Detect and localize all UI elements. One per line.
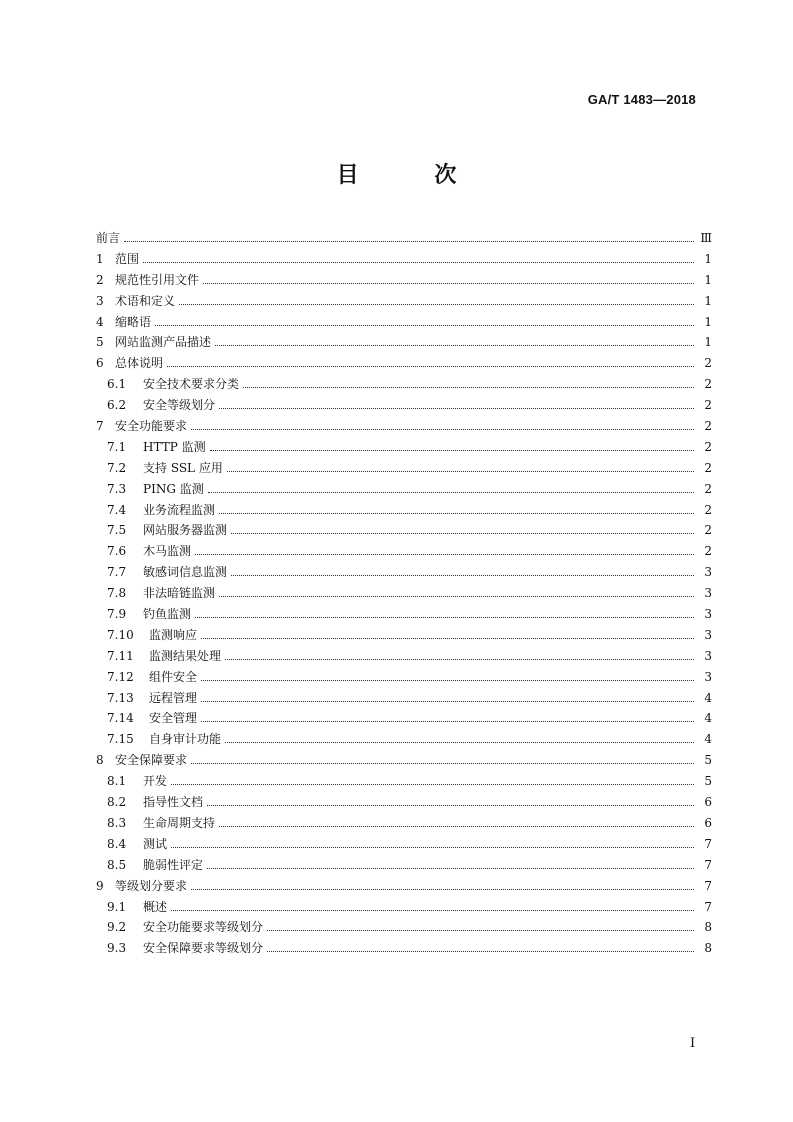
toc-entry-label: 网站服务器监测 bbox=[143, 523, 228, 538]
toc-entry-number: 7.3 bbox=[107, 481, 127, 496]
toc-entry-label: 等级划分要求 bbox=[115, 878, 188, 893]
toc-entry-page: 2 bbox=[704, 356, 712, 371]
dot-leader bbox=[201, 638, 694, 639]
toc-entry-page: 7 bbox=[704, 857, 712, 872]
toc-entry-page: 5 bbox=[704, 753, 712, 768]
toc-entry-label: 监测结果处理 bbox=[149, 648, 222, 663]
toc-entry[interactable] bbox=[96, 792, 712, 813]
dot-leader bbox=[215, 345, 694, 346]
toc-entry-number: 7.14 bbox=[107, 711, 134, 726]
toc-entry[interactable] bbox=[96, 667, 712, 688]
dot-leader bbox=[225, 742, 694, 743]
toc-entry-page: 3 bbox=[704, 607, 712, 622]
toc-entry-label: 组件安全 bbox=[149, 669, 198, 684]
dot-leader bbox=[191, 889, 694, 890]
toc-entry-label: 生命周期支持 bbox=[143, 815, 216, 830]
toc-entry[interactable] bbox=[96, 834, 712, 855]
toc-entry-number: 3 bbox=[96, 293, 104, 308]
toc-entry-page: 2 bbox=[704, 377, 712, 392]
toc-entry-page: 7 bbox=[704, 878, 712, 893]
toc-entry-number: 7.9 bbox=[107, 607, 127, 622]
dot-leader bbox=[219, 408, 694, 409]
toc-entry[interactable] bbox=[96, 270, 712, 291]
dot-leader bbox=[171, 910, 694, 911]
document-id: GA/T 1483—2018 bbox=[587, 92, 696, 107]
toc-entry-number: 8.3 bbox=[107, 815, 127, 830]
toc-entry[interactable] bbox=[96, 500, 712, 521]
toc-entry-number: 9 bbox=[96, 878, 104, 893]
toc-entry-number: 4 bbox=[96, 314, 104, 329]
toc-entry-page: 2 bbox=[704, 544, 712, 559]
toc-entry-page: 2 bbox=[704, 419, 712, 434]
dot-leader bbox=[167, 366, 694, 367]
dot-leader bbox=[219, 596, 694, 597]
toc-entry-page: 1 bbox=[704, 335, 712, 350]
dot-leader bbox=[227, 471, 694, 472]
toc-entry-number: 7.12 bbox=[107, 669, 134, 684]
toc-entry-number: 8 bbox=[96, 753, 104, 768]
toc-entry-label: 安全功能要求等级划分 bbox=[143, 920, 264, 935]
toc-entry-number: 7.11 bbox=[107, 648, 134, 663]
toc-entry-page: 1 bbox=[704, 314, 712, 329]
toc-entry-number: 7.5 bbox=[107, 523, 127, 538]
toc-entry-number: 7.15 bbox=[107, 732, 134, 747]
toc-entry-number: 9.2 bbox=[107, 920, 127, 935]
toc-entry-number: 6.1 bbox=[107, 377, 127, 392]
toc-entry-label: 测试 bbox=[143, 836, 168, 851]
toc-entry-label: 安全管理 bbox=[149, 711, 198, 726]
toc-entry[interactable] bbox=[96, 583, 712, 604]
page-title: 目 次 bbox=[336, 162, 491, 188]
toc-entry-page: 8 bbox=[704, 920, 712, 935]
toc-entry-label: 安全保障要求等级划分 bbox=[143, 941, 264, 956]
toc-entry-number: 5 bbox=[96, 335, 104, 350]
toc-entry[interactable] bbox=[96, 228, 712, 249]
toc-entry-number: 7 bbox=[96, 419, 104, 434]
toc-entry[interactable] bbox=[96, 416, 712, 437]
dot-leader bbox=[225, 659, 694, 660]
toc-entry-page: 3 bbox=[704, 586, 712, 601]
dot-leader bbox=[124, 241, 694, 242]
toc-entry-page: Ⅲ bbox=[700, 231, 712, 245]
toc-entry-page: 4 bbox=[704, 690, 712, 705]
toc-entry[interactable] bbox=[96, 625, 712, 646]
toc-entry-page: 1 bbox=[704, 251, 712, 266]
toc-entry-label: 概述 bbox=[143, 899, 168, 914]
toc-entry-page: 7 bbox=[704, 899, 712, 914]
toc-entry-number: 6 bbox=[96, 356, 104, 371]
toc-entry-label: 安全等级划分 bbox=[143, 398, 216, 413]
toc-entry-number: 7.13 bbox=[107, 690, 134, 705]
toc-entry-label: 监测响应 bbox=[149, 627, 198, 642]
toc-entry-number: 8.5 bbox=[107, 857, 127, 872]
toc-entry-label: 自身审计功能 bbox=[149, 732, 222, 747]
toc-entry-page: 6 bbox=[704, 815, 712, 830]
toc-entry-label: 木马监测 bbox=[143, 544, 192, 559]
toc-entry-page: 2 bbox=[704, 502, 712, 517]
toc-entry-label: 范围 bbox=[115, 251, 140, 266]
toc-entry[interactable] bbox=[96, 688, 712, 709]
dot-leader bbox=[191, 429, 694, 430]
dot-leader bbox=[231, 575, 694, 576]
toc-entry[interactable] bbox=[96, 855, 712, 876]
toc-entry-label: 业务流程监测 bbox=[143, 502, 216, 517]
toc-entry-label: 安全保障要求 bbox=[115, 753, 188, 768]
toc-entry-page: 5 bbox=[704, 774, 712, 789]
toc-entry[interactable] bbox=[96, 813, 712, 834]
dot-leader bbox=[208, 492, 694, 493]
toc-entry[interactable] bbox=[96, 395, 712, 416]
toc-entry-number: 7.10 bbox=[107, 627, 134, 642]
toc-entry-page: 1 bbox=[704, 272, 712, 287]
toc-entry-label: 敏感词信息监测 bbox=[143, 565, 228, 580]
dot-leader bbox=[201, 721, 694, 722]
toc-entry[interactable] bbox=[96, 729, 712, 750]
toc-entry-number: 8.2 bbox=[107, 795, 127, 810]
toc-entry-page: 8 bbox=[704, 941, 712, 956]
toc-entry-number: 9.3 bbox=[107, 941, 127, 956]
toc-entry-page: 2 bbox=[704, 398, 712, 413]
toc-entry[interactable] bbox=[96, 249, 712, 270]
toc-entry[interactable] bbox=[96, 374, 712, 395]
toc-entry[interactable] bbox=[96, 750, 712, 771]
toc-entry-number: 7.2 bbox=[107, 460, 127, 475]
toc-entry-page: 2 bbox=[704, 460, 712, 475]
toc-entry-number: 7.7 bbox=[107, 565, 127, 580]
toc-entry-label: 远程管理 bbox=[149, 690, 198, 705]
page-number: I bbox=[690, 1036, 696, 1051]
toc-entry-label: 开发 bbox=[143, 774, 168, 789]
toc-entry[interactable] bbox=[96, 437, 712, 458]
toc-entry[interactable] bbox=[96, 562, 712, 583]
toc-entry-number: 6.2 bbox=[107, 398, 127, 413]
toc-entry[interactable] bbox=[96, 312, 712, 333]
dot-leader bbox=[195, 617, 694, 618]
dot-leader bbox=[179, 304, 694, 305]
toc-entry-page: 4 bbox=[704, 711, 712, 726]
toc-entry-label: 网站监测产品描述 bbox=[115, 335, 212, 350]
toc-entry-label: 指导性文档 bbox=[143, 795, 204, 810]
toc-entry-page: 6 bbox=[704, 795, 712, 810]
dot-leader bbox=[171, 847, 694, 848]
toc-entry[interactable] bbox=[96, 520, 712, 541]
toc-entry-label: 安全功能要求 bbox=[115, 419, 188, 434]
toc-entry-page: 7 bbox=[704, 836, 712, 851]
toc-entry-label: 总体说明 bbox=[115, 356, 164, 371]
toc-entry-number: 8.4 bbox=[107, 836, 127, 851]
toc-entry-label: 术语和定义 bbox=[115, 293, 176, 308]
toc-entry-label: 钓鱼监测 bbox=[143, 607, 192, 622]
toc-entry[interactable] bbox=[96, 938, 712, 959]
table-of-contents bbox=[96, 228, 712, 959]
toc-entry[interactable] bbox=[96, 876, 712, 897]
toc-entry-label: 非法暗链监测 bbox=[143, 586, 216, 601]
dot-leader bbox=[155, 325, 694, 326]
toc-entry[interactable] bbox=[96, 917, 712, 938]
toc-entry-number: 7.6 bbox=[107, 544, 127, 559]
toc-entry-number: 8.1 bbox=[107, 774, 127, 789]
toc-entry[interactable] bbox=[96, 604, 712, 625]
dot-leader bbox=[207, 868, 694, 869]
dot-leader bbox=[207, 805, 694, 806]
toc-entry-page: 1 bbox=[704, 293, 712, 308]
toc-entry-label: PING 监测 bbox=[143, 481, 204, 496]
dot-leader bbox=[210, 450, 694, 451]
toc-entry-page: 2 bbox=[704, 439, 712, 454]
dot-leader bbox=[201, 701, 694, 702]
toc-entry[interactable] bbox=[96, 771, 712, 792]
toc-entry[interactable] bbox=[96, 458, 712, 479]
toc-entry-number: 7.8 bbox=[107, 586, 127, 601]
dot-leader bbox=[231, 533, 694, 534]
toc-entry-page: 2 bbox=[704, 481, 712, 496]
dot-leader bbox=[195, 554, 694, 555]
toc-entry-page: 3 bbox=[704, 565, 712, 580]
toc-entry[interactable] bbox=[96, 541, 712, 562]
toc-entry-page: 2 bbox=[704, 523, 712, 538]
dot-leader bbox=[171, 784, 694, 785]
toc-entry[interactable] bbox=[96, 708, 712, 729]
toc-entry-label: 缩略语 bbox=[115, 314, 152, 329]
toc-entry-number: 2 bbox=[96, 272, 104, 287]
toc-entry-page: 3 bbox=[704, 648, 712, 663]
dot-leader bbox=[143, 262, 694, 263]
toc-entry-page: 3 bbox=[704, 669, 712, 684]
toc-entry[interactable] bbox=[96, 646, 712, 667]
toc-entry-number: 7.4 bbox=[107, 502, 127, 517]
toc-entry-label: 支持 SSL 应用 bbox=[143, 460, 223, 475]
toc-entry[interactable] bbox=[96, 479, 712, 500]
dot-leader bbox=[219, 513, 694, 514]
toc-entry-label: 前言 bbox=[96, 231, 121, 245]
toc-entry[interactable] bbox=[96, 291, 712, 312]
toc-entry[interactable] bbox=[96, 897, 712, 918]
dot-leader bbox=[203, 283, 694, 284]
toc-entry[interactable] bbox=[96, 353, 712, 374]
dot-leader bbox=[191, 763, 694, 764]
toc-entry-number: 7.1 bbox=[107, 439, 127, 454]
toc-entry-page: 3 bbox=[704, 627, 712, 642]
dot-leader bbox=[201, 680, 694, 681]
toc-entry-label: 安全技术要求分类 bbox=[143, 377, 240, 392]
toc-entry-number: 9.1 bbox=[107, 899, 127, 914]
toc-entry-label: 脆弱性评定 bbox=[143, 857, 204, 872]
dot-leader bbox=[243, 387, 694, 388]
dot-leader bbox=[267, 951, 694, 952]
toc-entry[interactable] bbox=[96, 332, 712, 353]
dot-leader bbox=[219, 826, 694, 827]
toc-entry-label: 规范性引用文件 bbox=[115, 272, 200, 287]
toc-entry-number: 1 bbox=[96, 251, 104, 266]
toc-entry-page: 4 bbox=[704, 732, 712, 747]
dot-leader bbox=[267, 930, 694, 931]
toc-entry-label: HTTP 监测 bbox=[143, 439, 206, 454]
